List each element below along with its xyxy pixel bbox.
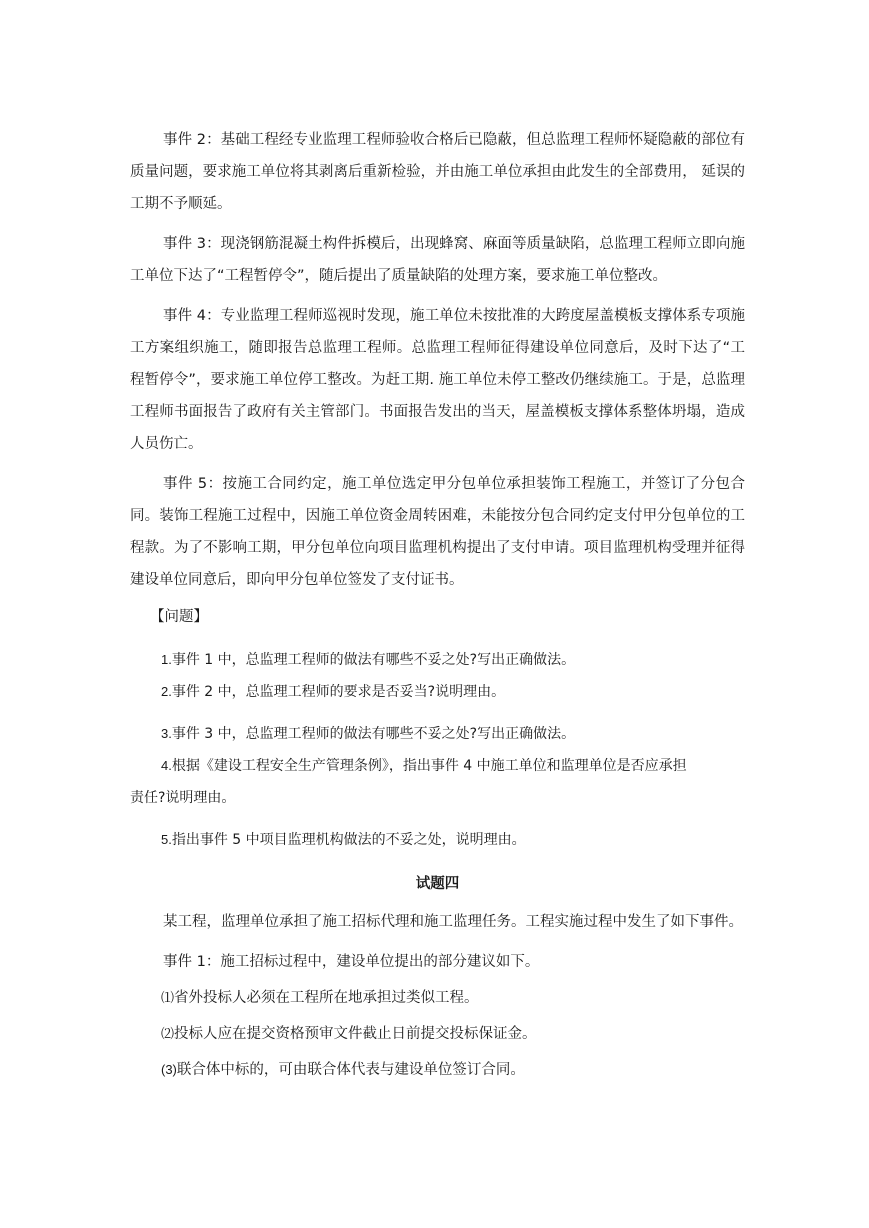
question-1: [130, 644, 745, 676]
event-3-paragraph: 事件 3：现浇钢筋混凝土构件拆模后，出现蜂窝、麻面等质量缺陷，总监理工程师立即向施工单位下达了“工程暂停令”，随后提出了质量缺陷的处理方案，要求施工单位整改。: [130, 236, 745, 284]
suggestion-text: 省外投标人必须在工程所在地承担过类似工程。: [174, 990, 479, 1006]
question-text: 根据《建设工程安全生产管理条例》，指出事件 4 中施工单位和监理单位是否应承担: [171, 758, 687, 774]
section-title: 试题四: [415, 876, 460, 892]
suggestion-number: ⑵: [161, 1026, 175, 1041]
suggestion-1: [130, 982, 745, 1014]
question-text-continued: 责任?说明理由。: [130, 790, 236, 806]
question-3: [130, 718, 745, 750]
suggestion-text: 联合体中标的，可由联合体代表与建设单位签订合同。: [176, 1062, 525, 1078]
suggestion-2: [130, 1018, 745, 1050]
document-body: [130, 124, 745, 1090]
question-number: 1.: [161, 652, 172, 667]
question-number: 4.: [161, 758, 172, 773]
suggestion-text: 投标人应在提交资格预审文件截止日前提交投标保证金。: [174, 1026, 537, 1042]
event-4-paragraph: 事件 4：专业监理工程师巡视时发现，施工单位未按批准的大跨度屋盖模板支撑体系专项施工方案组织施工，随即报告总监理工程师。总监理工程师征得建设单位同意后，及时下达了“工程暂停令”，要求施工单位停工整改。为赶工期. 施工单位未停工整改仍继续施工。于是，总监理工程师书面报告了政府有关主管部门。书面报告发出的当天，屋盖模板支撑体系整体坍塌，造成人员伤亡。: [130, 308, 745, 452]
question-4: [130, 750, 745, 814]
question-text: 指出事件 5 中项目监理机构做法的不妥之处，说明理由。: [171, 832, 526, 848]
event-1-paragraph: 事件 1：施工招标过程中，建设单位提出的部分建议如下。: [163, 954, 540, 970]
intro-paragraph: 某工程，监理单位承担了施工招标代理和施工监理任务。工程实施过程中发生了如下事件。: [163, 914, 743, 930]
question-text: 事件 2 中，总监理工程师的要求是否妥当?说明理由。: [171, 684, 506, 700]
event-5-paragraph: 事件 5：按施工合同约定，施工单位选定甲分包单位承担装饰工程施工，并签订了分包合同。装饰工程施工过程中，因施工单位资金周转困难，未能按分包合同约定支付甲分包单位的工程款。为了不影响工期，甲分包单位向项目监理机构提出了支付申请。项目监理机构受理并征得建设单位同意后，即向甲分包单位签发了支付证书。: [130, 476, 745, 588]
question-5: [130, 824, 745, 856]
question-2: [130, 676, 745, 708]
question-number: 2.: [161, 684, 172, 699]
suggestion-3: [130, 1054, 745, 1086]
question-number: 5.: [161, 832, 172, 847]
question-text: 事件 3 中，总监理工程师的做法有哪些不妥之处?写出正确做法。: [171, 726, 576, 742]
question-text: 事件 1 中，总监理工程师的做法有哪些不妥之处?写出正确做法。: [171, 652, 576, 668]
question-number: 3.: [161, 726, 172, 741]
suggestion-number: ⑴: [161, 990, 175, 1005]
questions-heading: 【问题】: [150, 609, 208, 625]
event-2-paragraph: 事件 2：基础工程经专业监理工程师验收合格后已隐蔽，但总监理工程师怀疑隐蔽的部位有质量问题，要求施工单位将其剥离后重新检验，并由施工单位承担由此发生的全部费用， 延误的工期不予顺延。: [130, 132, 745, 212]
suggestion-number: (3): [161, 1062, 177, 1077]
